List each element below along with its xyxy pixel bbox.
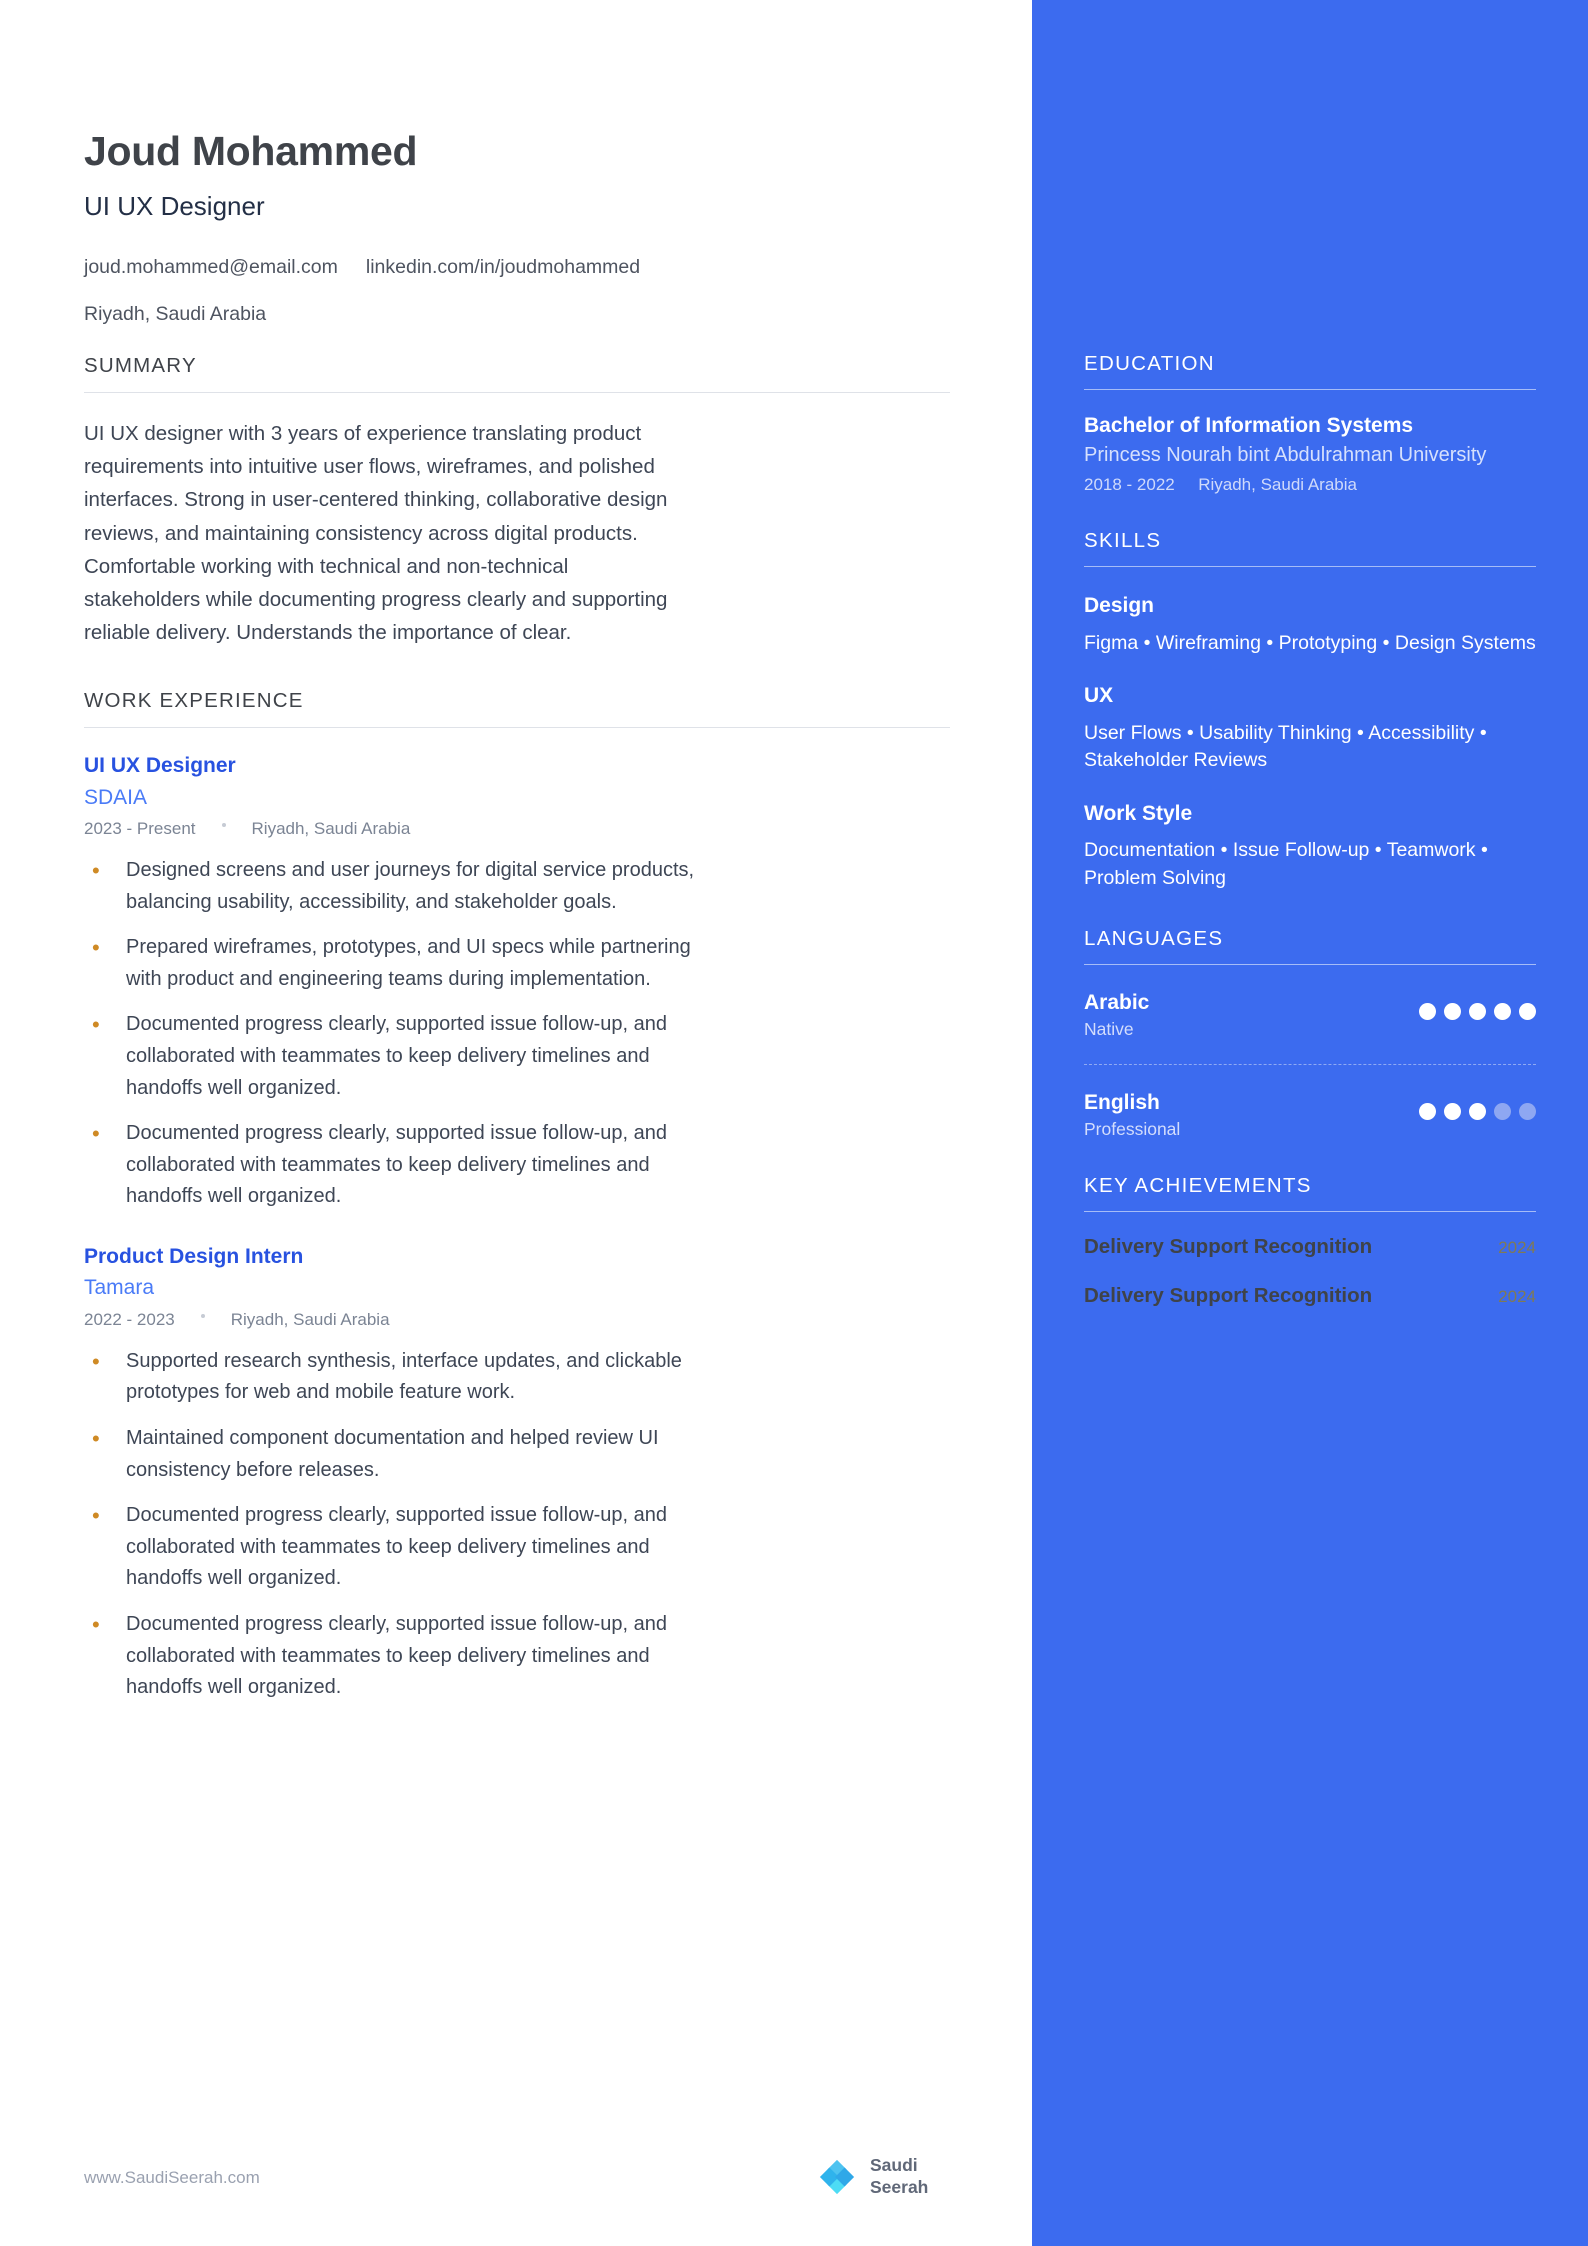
work-bullet: • Documented progress clearly, supported issue follow-up, and collaborated with teammates to keep delivery timelines and handoffs well organized. [84,1118,696,1213]
rating-dot-empty [1494,1103,1511,1120]
language-level: Professional [1084,1119,1181,1140]
skill-group [1084,799,1536,893]
sidebar-content [1032,0,1588,1310]
language-name: Arabic [1084,990,1150,1014]
language-entry [1084,989,1536,1040]
language-entry [1084,1064,1536,1140]
language-level: Native [1084,1019,1134,1040]
skill-group-name: Design [1084,594,1155,618]
rating-dot-filled [1494,1003,1511,1020]
skill-group [1084,591,1536,657]
contact-row [84,254,950,281]
achievement-title: Delivery Support Recognition [1084,1235,1373,1259]
education-section-heading: EDUCATION [1084,352,1536,390]
work-role: Product Design Intern [84,1245,304,1269]
achievement-title: Delivery Support Recognition [1084,1283,1373,1307]
achievement-entry [1084,1283,1536,1310]
language-rating-dots [1419,1003,1536,1020]
work-bullet: • Designed screens and user journeys for digital service products, balancing usability, accessibility, and stakeholder goals. [84,855,696,918]
summary-text: UI UX designer with 3 years of experience translating product requirements into intuitive user flows, wireframes, and polished interfaces. Strong in user-centered thinking, collaborative design reviews, and maintaining consistency across digital products. Comfortable working with technical and non-technical stakeholders while documenting progress clearly and supporting reliable delivery. Understands the importance of clear. [84,421,668,645]
rating-dot-empty [1519,1103,1536,1120]
work-section-heading: WORK EXPERIENCE [84,689,950,728]
language-info [1084,1089,1180,1140]
brand-line-2: Seerah [870,2176,929,2197]
location-text: Riyadh, Saudi Arabia [84,302,267,325]
work-dates: 2022 - 2023 [84,1309,175,1329]
work-role: UI UX Designer [84,754,236,778]
diamond-logo-icon [818,2158,856,2196]
meta-separator-dot [222,823,226,827]
work-bullets [84,1346,950,1704]
language-name: English [1084,1091,1160,1115]
meta-separator-dot [201,1314,205,1318]
skill-group-items: Figma • Wireframing • Prototyping • Design Systems [1084,631,1536,654]
work-company: Tamara [84,1276,155,1300]
rating-dot-filled [1469,1003,1486,1020]
work-company: SDAIA [84,785,148,809]
language-info [1084,989,1149,1040]
rating-dot-filled [1444,1103,1461,1120]
rating-dot-filled [1469,1103,1486,1120]
education-entry [1084,412,1536,495]
work-bullet: • Maintained component documentation and helped review UI consistency before releases. [84,1423,696,1486]
skill-group-name: Work Style [1084,801,1193,825]
work-meta [84,1310,950,1330]
education-degree: Bachelor of Information Systems [1084,414,1414,437]
rating-dot-filled [1519,1003,1536,1020]
education-school: Princess Nourah bint Abdulrahman University [1084,444,1487,467]
candidate-name: Joud Mohammed [84,128,418,174]
achievement-year: 2024 [1498,1286,1536,1306]
education-dates: 2018 - 2022 [1084,475,1175,495]
achievements-section-heading: KEY ACHIEVEMENTS [1084,1174,1536,1212]
work-entry [84,752,950,1213]
work-location: Riyadh, Saudi Arabia [251,819,411,839]
work-bullets [84,855,950,1213]
summary-section-heading: SUMMARY [84,354,950,393]
linkedin-text[interactable]: linkedin.com/in/joudmohammed [365,256,641,279]
work-bullet: • Documented progress clearly, supported issue follow-up, and collaborated with teammates to keep delivery timelines and handoffs well organized. [84,1500,696,1595]
email-text[interactable]: joud.mohammed@email.com [84,256,338,279]
skill-group-items: User Flows • Usability Thinking • Accessibility • Stakeholder Reviews [1084,721,1487,772]
education-meta [1084,475,1536,495]
footer-brand-logo [818,2155,928,2198]
work-entry [84,1243,950,1704]
skill-group [1084,681,1536,775]
brand-line-1: Saudi [870,2155,918,2176]
work-bullet: • Supported research synthesis, interface updates, and clickable prototypes for web and mobile feature work. [84,1346,696,1409]
footer-website-url[interactable]: www.SaudiSeerah.com [84,2168,260,2187]
education-location: Riyadh, Saudi Arabia [1198,475,1357,495]
skill-group-items: Documentation • Issue Follow-up • Teamwork • Problem Solving [1084,839,1488,890]
work-location: Riyadh, Saudi Arabia [230,1309,390,1329]
work-bullet: • Prepared wireframes, prototypes, and UI specs while partnering with product and engineering teams during implementation. [84,932,696,995]
language-rating-dots [1419,1103,1536,1120]
work-meta [84,819,950,839]
candidate-title: UI UX Designer [84,191,265,222]
brand-wordmark [870,2155,928,2198]
work-bullet: • Documented progress clearly, supported issue follow-up, and collaborated with teammates to keep delivery timelines and handoffs well organized. [84,1609,696,1704]
languages-section-heading: LANGUAGES [1084,927,1536,965]
achievement-entry [1084,1234,1536,1261]
work-bullet: • Documented progress clearly, supported issue follow-up, and collaborated with teammates to keep delivery timelines and handoffs well organized. [84,1009,696,1104]
rating-dot-filled [1419,1103,1436,1120]
skills-section-heading: SKILLS [1084,529,1536,567]
work-dates: 2023 - Present [84,819,196,839]
achievement-year: 2024 [1498,1238,1536,1258]
skill-group-name: UX [1084,684,1114,708]
rating-dot-filled [1419,1003,1436,1020]
rating-dot-filled [1444,1003,1461,1020]
